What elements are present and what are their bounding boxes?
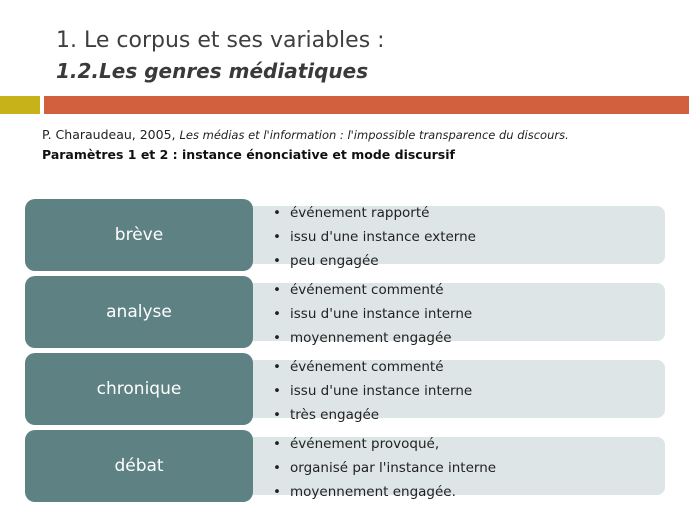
title-area — [56, 26, 385, 86]
bullet-item: • moyennement engagée — [273, 330, 452, 346]
genre-label: débat — [25, 430, 253, 502]
bullet-item: • très engagée — [273, 407, 380, 423]
citation-author: P. Charaudeau, 2005, — [42, 127, 176, 142]
bullet-item: • peu engagée — [273, 253, 379, 269]
bullet-item: • issu d'une instance interne — [273, 383, 473, 399]
bullet-item: • organisé par l'instance interne — [273, 460, 497, 476]
slide-subtitle: 1.2.Les genres médiatiques — [56, 59, 369, 83]
genre-row-breve — [25, 199, 665, 271]
genre-row-chronique — [25, 353, 665, 425]
genre-list — [25, 199, 665, 502]
genre-label: chronique — [25, 353, 253, 425]
genre-bullets — [273, 432, 496, 504]
slide-title: 1. Le corpus et ses variables : — [56, 28, 385, 53]
genre-bullets — [273, 355, 472, 427]
genre-bullets — [273, 278, 472, 350]
accent-bar-right — [44, 96, 689, 114]
parameters-line: Paramètres 1 et 2 : instance énonciative et mode discursif — [42, 147, 455, 162]
genre-bullets — [273, 201, 476, 273]
accent-bar-left — [0, 96, 40, 114]
bullet-item: • issu d'une instance externe — [273, 229, 476, 245]
bullet-item: • issu d'une instance interne — [273, 306, 473, 322]
genre-label: brève — [25, 199, 253, 271]
genre-label: analyse — [25, 276, 253, 348]
citation — [42, 127, 569, 142]
bullet-item: • événement rapporté — [273, 205, 430, 221]
citation-work: Les médias et l'information : l'impossible transparence du discours. — [179, 128, 569, 142]
genre-row-analyse — [25, 276, 665, 348]
genre-row-debat — [25, 430, 665, 502]
bullet-item: • moyennement engagée. — [273, 484, 456, 500]
bullet-item: • événement commenté — [273, 282, 444, 298]
bullet-item: • événement provoqué, — [273, 436, 440, 452]
bullet-item: • événement commenté — [273, 359, 444, 375]
